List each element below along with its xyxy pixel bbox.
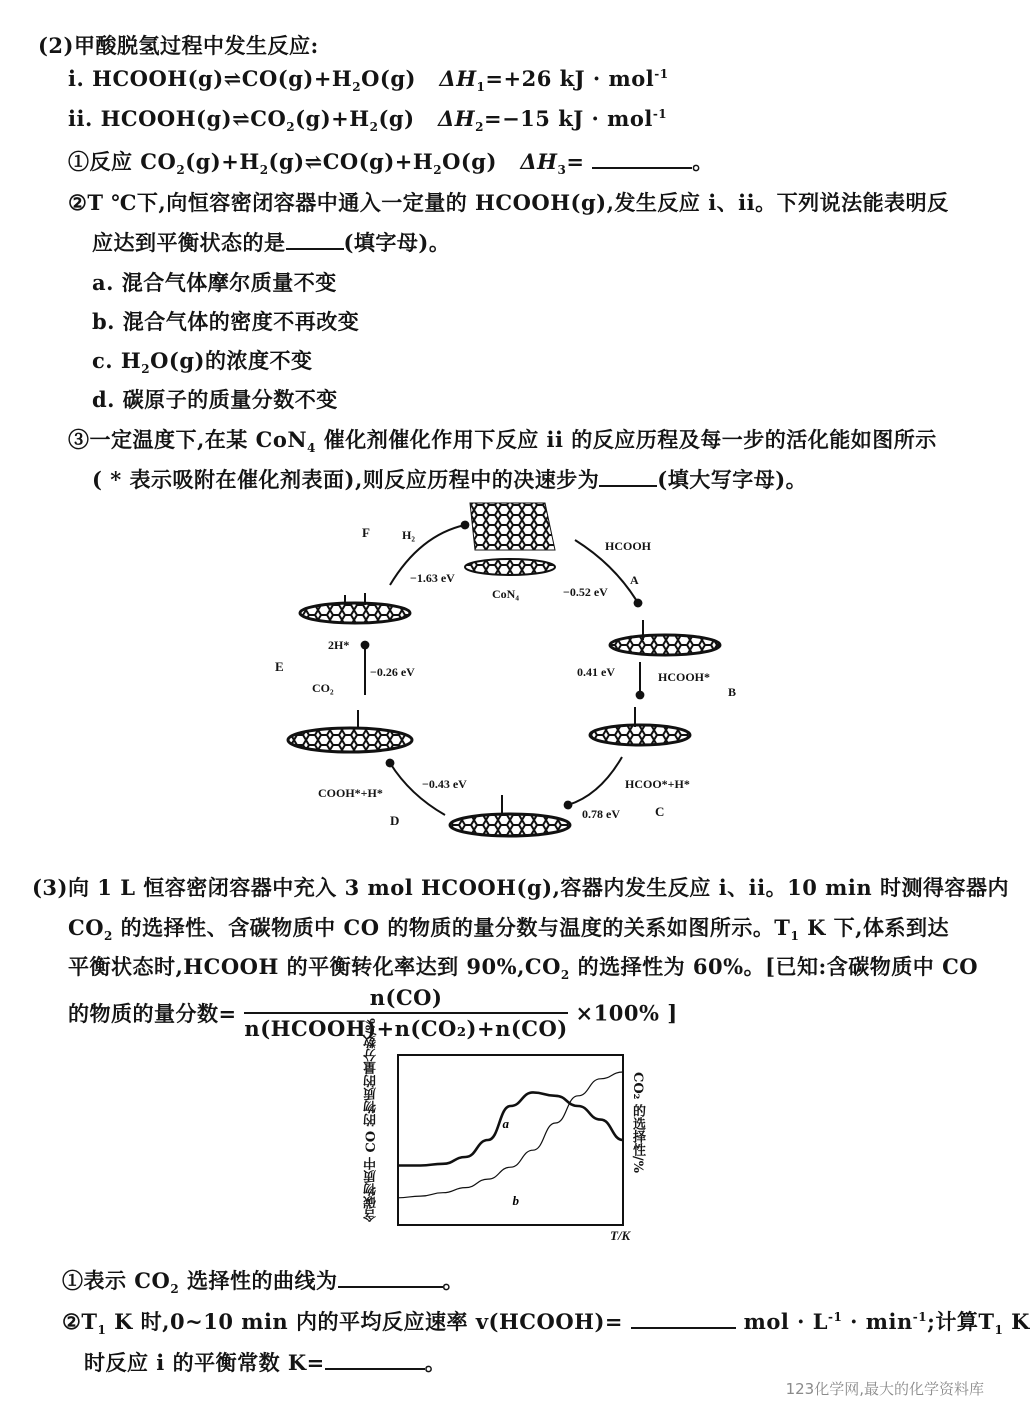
q3-text: 催化剂催化作用下反应 ii 的反应历程及每一步的活化能如图所示 [315, 427, 937, 452]
part3-question-1 [62, 1265, 464, 1296]
fraction-numerator: n(CO) [244, 985, 567, 1014]
q1-text: (g) [268, 149, 305, 174]
q1-text: ①反应 CO [68, 149, 177, 174]
reaction-i [68, 66, 669, 94]
plot-frame [398, 1055, 623, 1225]
y-axis-left-label: 含碳物质中 CO 的物质的量分数/% [364, 1018, 379, 1222]
watermark: 123化学网,最大的化学资料库 [785, 1380, 984, 1398]
energy-a: −0.52 eV [563, 585, 608, 599]
catalyst-label: CoN₄ [492, 587, 519, 601]
q3-text: ( * 表示吸附在催化剂表面),则反应历程中的决速步为 [92, 467, 600, 492]
answer-blank-equilibrium[interactable] [286, 230, 344, 250]
curve-b [398, 1072, 623, 1198]
superscript: -1 [912, 1310, 928, 1324]
subscript: 2 [352, 80, 362, 95]
q1-text: CO(g)+H [322, 149, 434, 174]
p3q1-text: 选择性的曲线为 [179, 1268, 338, 1293]
step-letter-d: D [390, 813, 400, 828]
p3q2-text: ;计算T [927, 1309, 995, 1334]
subscript: 2 [141, 362, 151, 377]
p3-text: 的选择性为 60%。[已知:含碳物质中 CO [569, 954, 979, 979]
formula-prefix: 的物质的量分数= [68, 1001, 237, 1026]
step-letter-e: E [275, 659, 284, 674]
equilibrium-arrow-icon: ⇌ [232, 106, 251, 131]
subscript: 2 [433, 163, 443, 178]
catalyst-sheet-c [450, 814, 570, 836]
subscript: 2 [170, 1282, 180, 1297]
question-2-2-line2 [92, 227, 450, 257]
subscript: 2 [176, 163, 186, 178]
curve-label-a: a [502, 1116, 509, 1131]
q2-text: (填字母)。 [343, 230, 451, 255]
period: 。 [692, 149, 714, 174]
energy-c: 0.78 eV [582, 807, 620, 821]
p3q2-text: mol · L [743, 1309, 829, 1334]
catalyst-sheet-f [300, 603, 410, 623]
reaction-ii [68, 106, 667, 134]
period: 。 [442, 1268, 464, 1293]
p3q2-text: K 时,0~10 min 内的平均反应速率 v(HCOOH)= [106, 1309, 623, 1334]
p3q3-text: 时反应 i 的平衡常数 K= [84, 1350, 325, 1375]
superscript: -1 [652, 107, 668, 121]
curve-a [398, 1092, 623, 1165]
reaction-mechanism-diagram [270, 495, 750, 850]
q1-text: (g)+H [185, 149, 260, 174]
q3-text: (填大写字母)。 [657, 467, 808, 492]
formula-suffix: ×100% ] [575, 1000, 678, 1026]
species-hcooh: HCOOH [605, 539, 652, 553]
catalyst-sheet-top [470, 503, 555, 550]
reaction-ii-product: (g) [378, 106, 415, 131]
part2-heading: (2)甲酸脱氢过程中发生反应: [38, 33, 319, 58]
answer-blank-rate-step[interactable] [599, 467, 657, 487]
p3-text: K 下,体系到达 [799, 915, 949, 940]
subscript: 3 [557, 163, 567, 178]
part3-question-3 [84, 1347, 446, 1377]
subscript: 2 [286, 120, 296, 135]
p3q1-text: ①表示 CO [62, 1268, 171, 1293]
q1-text: O(g) [442, 149, 497, 174]
p3q2-text: ②T [62, 1309, 98, 1334]
equilibrium-arrow-icon: ⇌ [304, 149, 323, 174]
reaction-ii-product: (g)+H [295, 106, 370, 131]
energy-d: −0.43 eV [422, 777, 467, 791]
reaction-ii-product: CO [250, 106, 287, 131]
part3-line2 [68, 912, 949, 943]
part3-line1: (3)向 1 L 恒容密闭容器中充入 3 mol HCOOH(g),容器内发生反应 i、ii。10 min 时测得容器内 [32, 875, 1009, 900]
part3-line3 [68, 951, 978, 982]
q2-text: 应达到平衡状态的是 [92, 230, 286, 255]
species-2h: 2H* [328, 638, 350, 652]
subscript: 2 [259, 163, 269, 178]
option-b: b. 混合气体的密度不再改变 [92, 309, 360, 334]
question-2-1 [68, 146, 714, 177]
option-c-text: c. H [92, 348, 142, 373]
answer-blank-rate[interactable] [631, 1309, 736, 1329]
catalyst-sheet-e [288, 728, 412, 752]
equilibrium-arrow-icon: ⇌ [223, 66, 242, 91]
step-letter-c: C [655, 804, 665, 819]
species-h2: H₂ [402, 528, 415, 542]
species-hcooh-ads: HCOOH* [658, 670, 711, 684]
question-2-2-line1: ②T ℃下,向恒容密闭容器中通入一定量的 HCOOH(g),发生反应 i、ii。下列说法能表明反 [68, 190, 949, 215]
equals: = [566, 149, 585, 174]
species-co2: CO₂ [312, 681, 334, 695]
subscript: 1 [476, 80, 486, 95]
reaction-i-products: CO(g)+H [241, 66, 353, 91]
reaction-i-reactant: i. HCOOH(g) [68, 66, 224, 91]
option-c [92, 345, 312, 376]
step-letter-f: F [362, 525, 370, 540]
p3q2-text: K [1003, 1309, 1030, 1334]
arrow-c [568, 757, 622, 805]
subscript: 1 [790, 929, 800, 944]
delta-h-label: ΔH [520, 149, 558, 174]
delta-h-value: =−15 kJ · mol [483, 106, 653, 131]
species-hcoo-h: HCOO*+H* [625, 777, 690, 791]
superscript: -1 [828, 1310, 843, 1324]
option-c-text: O(g)的浓度不变 [150, 348, 313, 373]
subscript: 2 [369, 120, 379, 135]
subscript: 1 [97, 1323, 107, 1338]
p3q2-text: · min [842, 1309, 913, 1334]
subscript: 1 [994, 1323, 1004, 1338]
delta-h-value: =+26 kJ · mol [485, 66, 655, 91]
x-axis-label: T/K [610, 1228, 631, 1243]
step-letter-a: A [630, 573, 639, 587]
catalyst-sheet-b [590, 725, 690, 745]
species-cooh-h: COOH*+H* [318, 786, 383, 800]
delta-h-label: ΔH [439, 66, 477, 91]
y-axis-right-label: CO₂ 的选择性/% [630, 1072, 645, 1173]
curve-label-b: b [512, 1193, 519, 1209]
fraction-denominator: n(HCOOH)+n(CO₂)+n(CO) [244, 1016, 568, 1041]
step-letter-b: B [728, 685, 737, 699]
question-2-3-line2 [92, 464, 807, 494]
q3-text: ③一定温度下,在某 CoN [68, 427, 308, 452]
catalyst-sheet-center [465, 559, 555, 575]
catalyst-sheet-a [610, 635, 720, 655]
part3-question-2 [62, 1306, 1030, 1337]
p3-text: 平衡状态时,HCOOH 的平衡转化率达到 90%,CO [68, 954, 561, 979]
subscript: 2 [475, 120, 484, 135]
energy-f: −1.63 eV [410, 571, 455, 585]
energy-b: 0.41 eV [577, 665, 615, 679]
superscript: -1 [654, 67, 669, 81]
reaction-ii-reactant: ii. HCOOH(g) [68, 106, 233, 131]
subscript: 4 [307, 441, 316, 456]
question-2-3-line1 [68, 424, 937, 455]
p3-text: 的选择性、含碳物质中 CO 的物质的量分数与温度的关系如图所示。T [112, 915, 791, 940]
energy-e: −0.26 eV [370, 665, 415, 679]
period: 。 [424, 1350, 447, 1375]
fraction [244, 985, 567, 1041]
subscript: 2 [104, 929, 113, 944]
option-d: d. 碳原子的质量分数不变 [92, 387, 338, 412]
answer-blank-delta-h3[interactable] [592, 149, 692, 169]
delta-h-label: ΔH [437, 106, 476, 131]
subscript: 2 [560, 968, 570, 983]
p3-text: CO [68, 915, 105, 940]
answer-blank-k[interactable] [325, 1350, 425, 1370]
reaction-i-products-tail: O(g) [361, 66, 416, 91]
option-a: a. 混合气体摩尔质量不变 [92, 270, 337, 295]
answer-blank-curve[interactable] [338, 1268, 443, 1288]
